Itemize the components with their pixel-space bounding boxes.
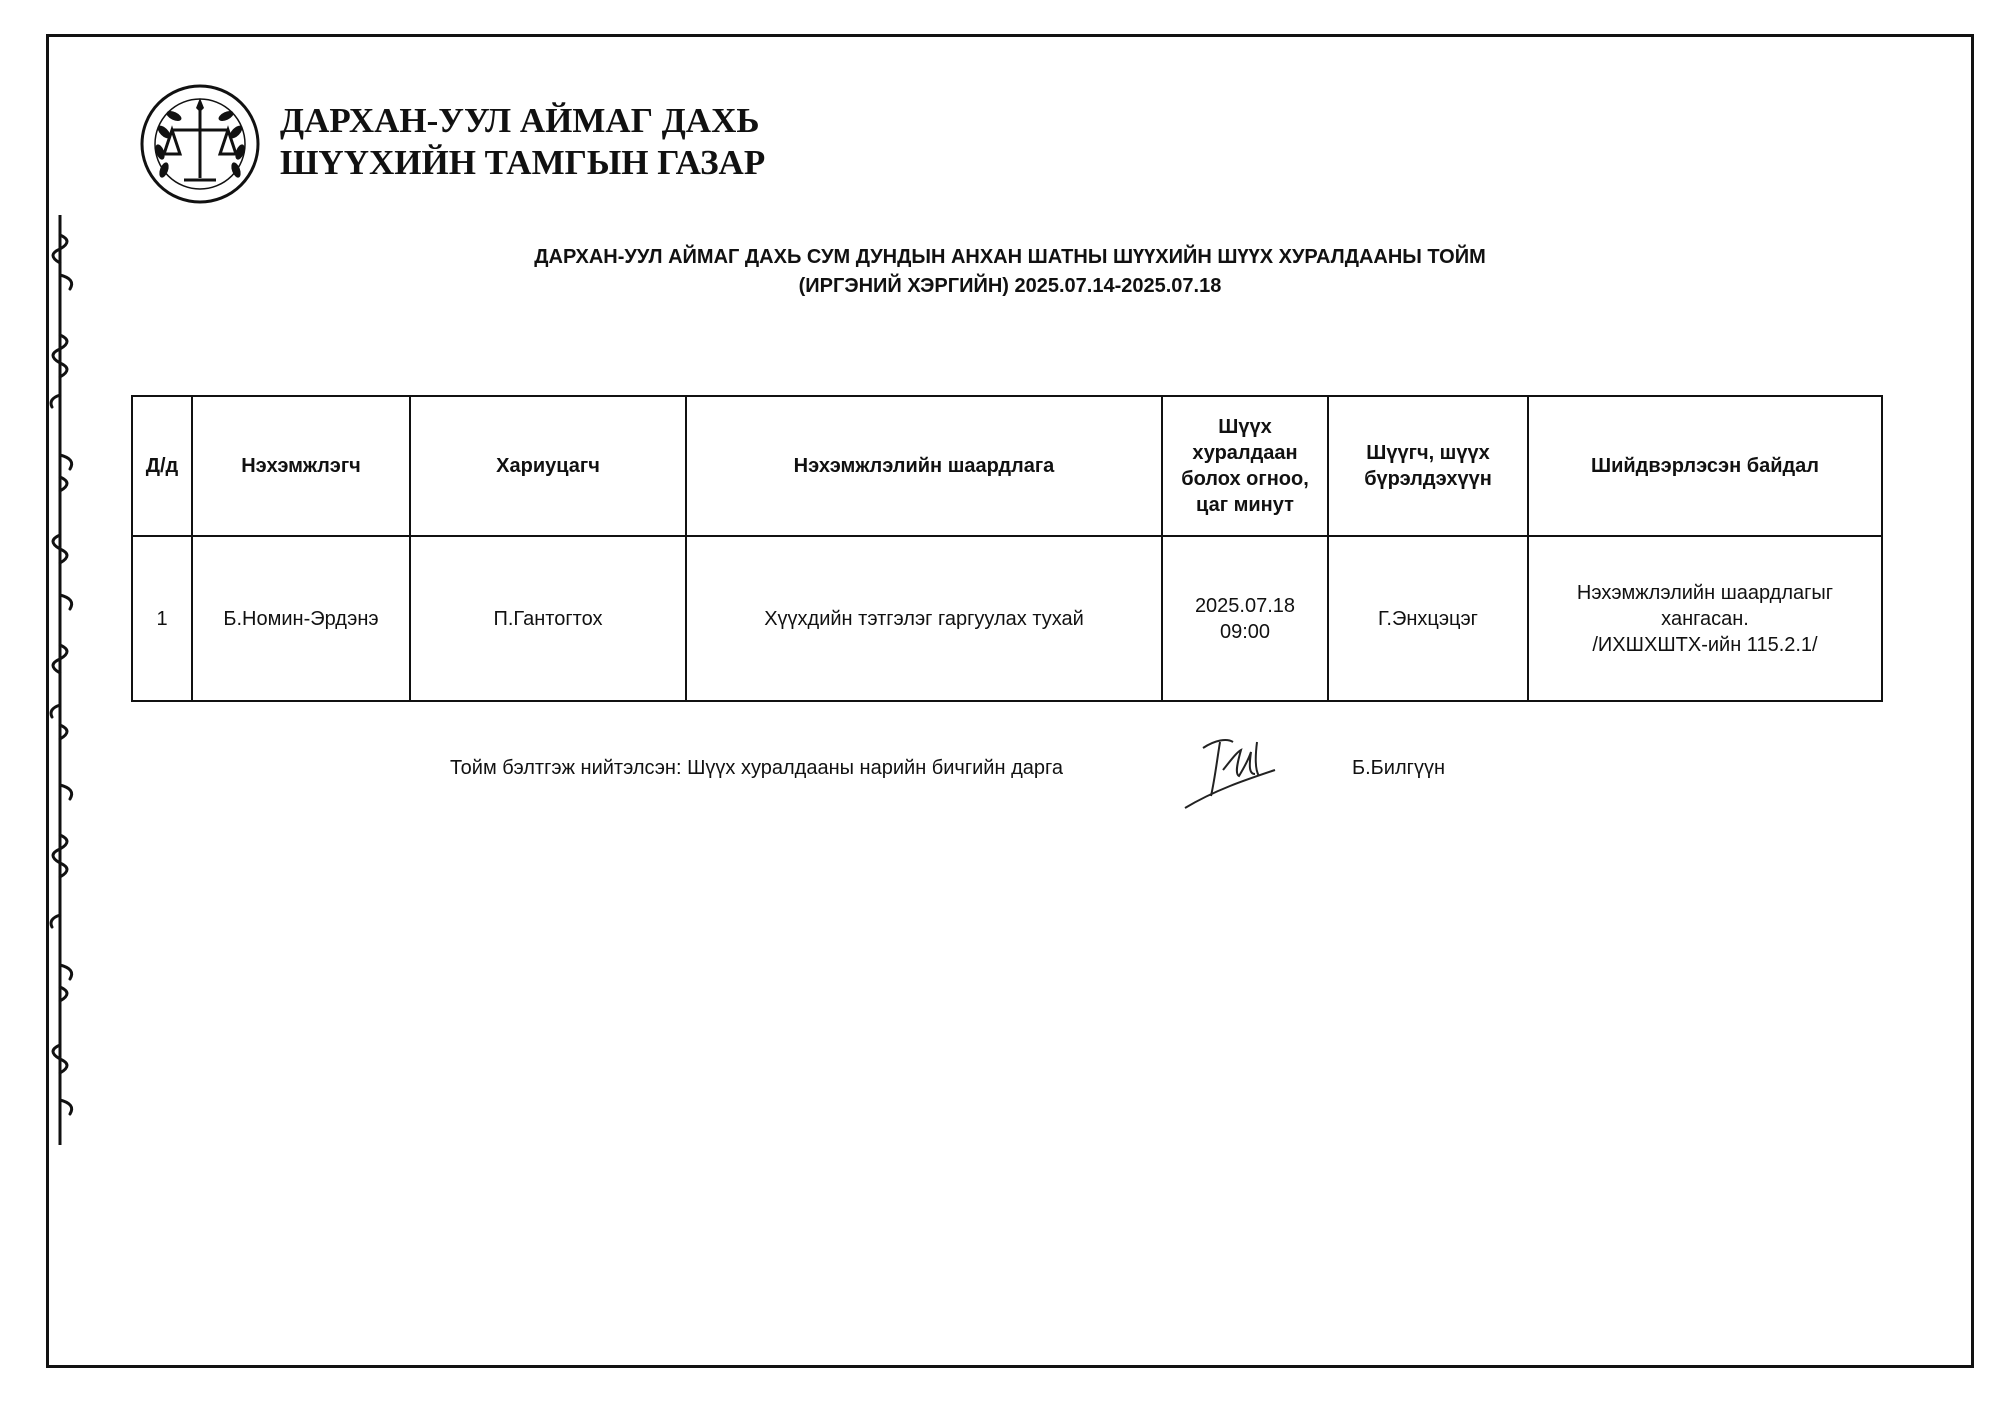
table-row [132,536,1882,701]
vertical-mongolian-script-icon [40,215,80,1145]
signer-name: Б.Билгүүн [1352,757,1445,779]
cell-hearing-datetime [1162,536,1328,701]
cell-plaintiff: Б.Номин-Эрдэнэ [192,536,410,701]
document-title [300,243,1720,301]
header-plaintiff: Нэхэмжлэгч [192,396,410,536]
table-header-row [132,396,1882,536]
header-hearing-datetime: Шүүх хуралдаан болох огноо, цаг минут [1162,396,1328,536]
hearings-table [131,395,1883,702]
cell-judge: Г.Энхцэцэг [1328,536,1528,701]
decision-legal-reference: /ИХШХШТХ-ийн 115.2.1/ [1592,633,1818,656]
court-office-name [280,100,765,184]
header-decision: Шийдвэрлэсэн байдал [1528,396,1882,536]
cell-decision [1528,536,1882,701]
cell-claim: Хүүхдийн тэтгэлэг гаргуулах тухай [686,536,1162,701]
cell-no: 1 [132,536,192,701]
hearing-date: 2025.07.18 [1194,594,1296,617]
hearing-time: 09:00 [1219,620,1271,643]
title-line1: ДАРХАН-УУЛ АЙМАГ ДАХЬ СУМ ДУНДЫН АНХАН ШАТНЫ ШҮҮХИЙН ШҮҮХ ХУРАЛДААНЫ ТОЙМ [534,246,1486,268]
header-claim: Нэхэмжлэлийн шаардлага [686,396,1162,536]
org-name-line1: ДАРХАН-УУЛ АЙМАГ ДАХЬ [280,101,760,140]
decision-text: Нэхэмжлэлийн шаардлагыг хангасан. [1576,581,1834,630]
header-defendant: Хариуцагч [410,396,686,536]
prepared-by-label: Тойм бэлтгэж нийтэлсэн: Шүүх хуралдааны нарийн бичгийн дарга [450,757,1063,779]
cell-defendant: П.Гантогтох [410,536,686,701]
org-name-line2: ШҮҮХИЙН ТАМГЫН ГАЗАР [280,143,766,182]
header-judge: Шүүгч, шүүх бүрэлдэхүүн [1328,396,1528,536]
title-line2: (ИРГЭНИЙ ХЭРГИЙН) 2025.07.14-2025.07.18 [798,275,1222,297]
header-no: Д/д [132,396,192,536]
court-scales-emblem-icon [138,82,262,206]
handwritten-signature-icon [1175,730,1285,815]
